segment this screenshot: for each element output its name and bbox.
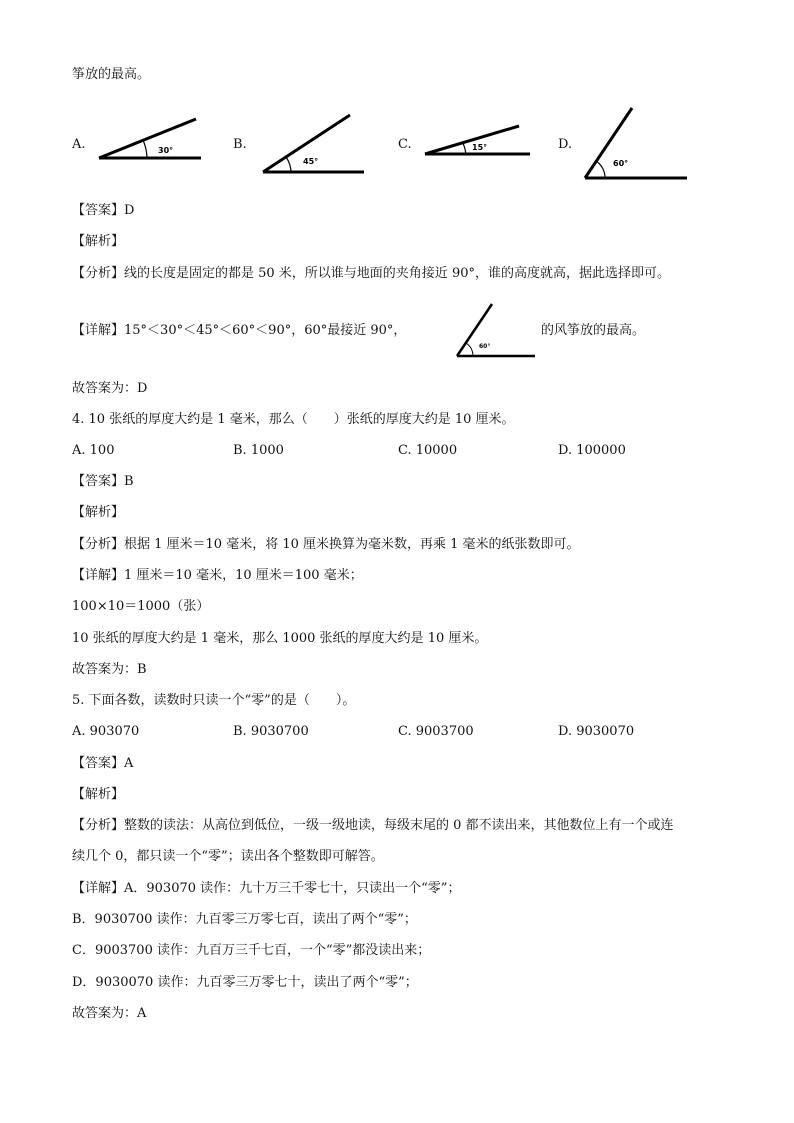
q4-option-c: C. 10000: [398, 443, 458, 458]
angle-a-value: 30°: [158, 146, 174, 155]
q4-xiangjie-2: 100×10＝1000（张）: [72, 599, 210, 614]
q4-option-b: B. 1000: [233, 443, 284, 458]
angle-d-value: 60°: [613, 159, 629, 168]
q5-analysis-heading: 【解析】: [72, 787, 125, 802]
q4-answer: 【答案】B: [72, 474, 134, 489]
q5-xiangjie-a: 【详解】A．903070 读作：九十万三千零七十，只读出一个“零”；: [72, 881, 461, 896]
xiangjie-angle-value: 60°: [479, 343, 491, 350]
option-b-label: B.: [233, 137, 247, 152]
q4-xiangjie-1: 【详解】1 厘米＝10 毫米，10 厘米＝100 毫米；: [72, 568, 363, 583]
q4-xiangjie-3: 10 张纸的厚度大约是 1 毫米，那么 1000 张纸的厚度大约是 10 厘米。: [72, 631, 488, 646]
angle-c-value: 15°: [472, 143, 488, 152]
q3-answer: 【答案】D: [72, 203, 135, 218]
q5-option-b: B. 9030700: [233, 724, 309, 739]
xiangjie-angle-figure: [0, 0, 794, 400]
intro-tail-text: 筝放的最高。: [72, 67, 151, 82]
q5-conclusion: 故答案为：A: [72, 1006, 147, 1021]
q3-xiangjie-pre: 【详解】15°＜30°＜45°＜60°＜90°，60°最接近 90°，: [72, 323, 407, 338]
q4-fenxi: 【分析】根据 1 厘米＝10 毫米，将 10 厘米换算为毫米数，再乘 1 毫米的纸张数即可。: [72, 537, 580, 552]
q4-conclusion: 故答案为：B: [72, 662, 147, 677]
option-c-label: C.: [398, 137, 412, 152]
q5-xiangjie-c: C．9003700 读作：九百万三千七百，一个“零”都没读出来；: [72, 943, 431, 958]
option-d-label: D.: [558, 137, 573, 152]
q3-conclusion: 故答案为：D: [72, 381, 148, 396]
q3-analysis-heading: 【解析】: [72, 234, 125, 249]
angle-b-value: 45°: [303, 157, 319, 166]
q5-question: 5. 下面各数，读数时只读一个“零”的是（ ）。: [72, 693, 356, 708]
q5-fenxi-2: 续几个 0，都只读一个“零”；读出各个整数即可解答。: [72, 849, 384, 864]
q5-fenxi-1: 【分析】整数的读法：从高位到低位，一级一级地读，每级末尾的 0 都不读出来，其他数位上有一个或连: [72, 818, 674, 833]
q4-option-d: D. 100000: [558, 443, 626, 458]
option-a-label: A.: [72, 137, 86, 152]
q3-xiangjie-post: 的风筝放的最高。: [541, 323, 646, 338]
q5-xiangjie-d: D．9030070 读作：九百零三万零七十，读出了两个“零”；: [72, 975, 418, 990]
q4-question: 4. 10 张纸的厚度大约是 1 毫米，那么（ ）张纸的厚度大约是 10 厘米。: [72, 412, 515, 427]
q4-analysis-heading: 【解析】: [72, 505, 125, 520]
q5-answer: 【答案】A: [72, 756, 134, 771]
q3-fenxi: 【分析】线的长度是固定的都是 50 米，所以谁与地面的夹角接近 90°，谁的高度就高，据此选择即可。: [72, 266, 670, 281]
q4-option-a: A. 100: [72, 443, 115, 458]
q5-option-a: A. 903070: [72, 724, 140, 739]
q5-option-c: C. 9003700: [398, 724, 474, 739]
q5-xiangjie-b: B．9030700 读作：九百零三万零七百，读出了两个“零”；: [72, 912, 417, 927]
q5-option-d: D. 9030070: [558, 724, 635, 739]
